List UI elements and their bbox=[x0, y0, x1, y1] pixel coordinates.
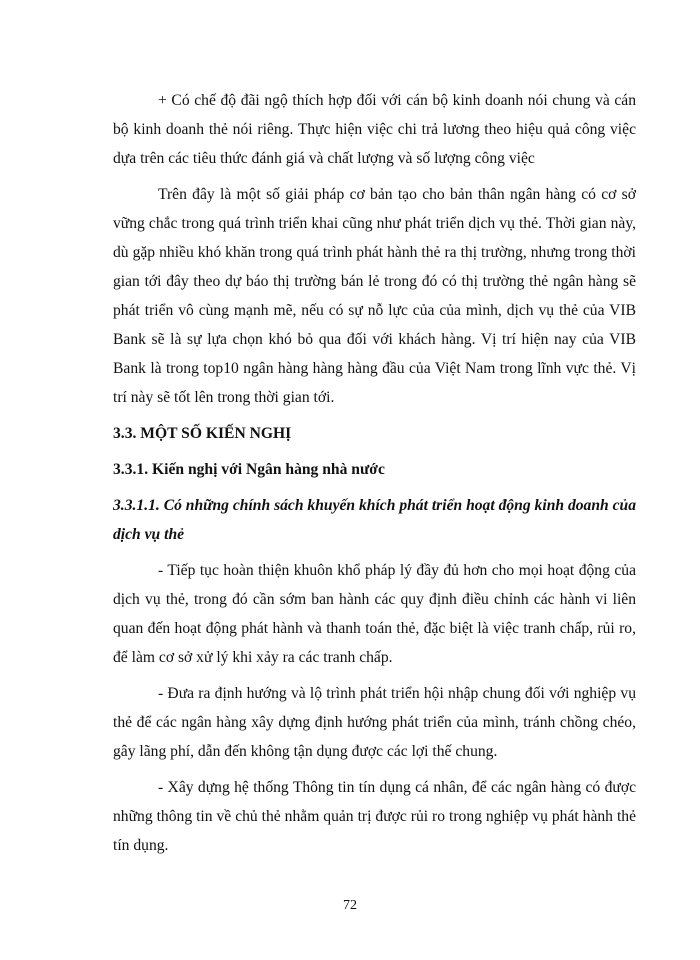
section-heading: 3.3. MỘT SỐ KIẾN NGHỊ bbox=[113, 425, 292, 442]
subsection-heading: 3.3.1. Kiến nghị với Ngân hàng nhà nước bbox=[113, 461, 385, 478]
page-number: 72 bbox=[343, 898, 357, 913]
paragraph-summary: Trên đây là một số giải pháp cơ bản tạo cho bản thân ngân hàng có cơ sở vững chắc trong quá trình triển khai cũng như phát triển dịch vụ thẻ. Thời gian này, dù gặp nhiều khó khăn trong quá trình phát hành thẻ ra thị trường, nhưng trong thời gian tới đây theo dự báo thị trường bán lẻ trong đó có thị trường thẻ ngân hàng sẽ phát triển vô cùng mạnh mẽ, nếu có sự nỗ lực của của mình, dịch vụ thẻ của VIB Bank sẽ là sự lựa chọn khó bỏ qua đối với khách hàng. Vị trí hiện nay của VIB Bank là trong top10 ngân hàng hàng hàng đầu của Việt Nam trong lĩnh vực thẻ. Vị trí này sẽ tốt lên trong thời gian tới. bbox=[113, 186, 636, 406]
paragraph-credit-info: - Xây dựng hệ thống Thông tin tín dụng cá nhân, để các ngân hàng có được những thông tin về chủ thẻ nhằm quản trị được rủi ro trong nghiệp vụ phát hành thẻ tín dụng. bbox=[113, 779, 636, 854]
subsubsection-heading: 3.3.1.1. Có những chính sách khuyến khích phát triển hoạt động kinh doanh của dịch vụ thẻ bbox=[113, 497, 636, 543]
paragraph-orientation: - Đưa ra định hướng và lộ trình phát triển hội nhập chung đối với nghiệp vụ thẻ để các ngân hàng xây dựng định hướng phát triển của mình, tránh chồng chéo, gây lãng phí, dẫn đến không tận dụng được các lợi thế chung. bbox=[113, 685, 636, 760]
document-body bbox=[113, 86, 636, 860]
paragraph-compensation: + Có chế độ đãi ngộ thích hợp đối với cán bộ kinh doanh nói chung và cán bộ kinh doanh thẻ nói riêng. Thực hiện việc chi trả lương theo hiệu quả công việc dựa trên các tiêu thức đánh giá và chất lượng và số lượng công việc bbox=[113, 92, 636, 167]
paragraph-legal-framework: - Tiếp tục hoàn thiện khuôn khổ pháp lý đầy đủ hơn cho mọi hoạt động của dịch vụ thẻ, trong đó cần sớm ban hành các quy định điều chỉnh các hành vi liên quan đến hoạt động phát hành và thanh toán thẻ, đặc biệt là việc tranh chấp, rủi ro, để làm cơ sở xử lý khi xảy ra các tranh chấp. bbox=[113, 562, 636, 666]
